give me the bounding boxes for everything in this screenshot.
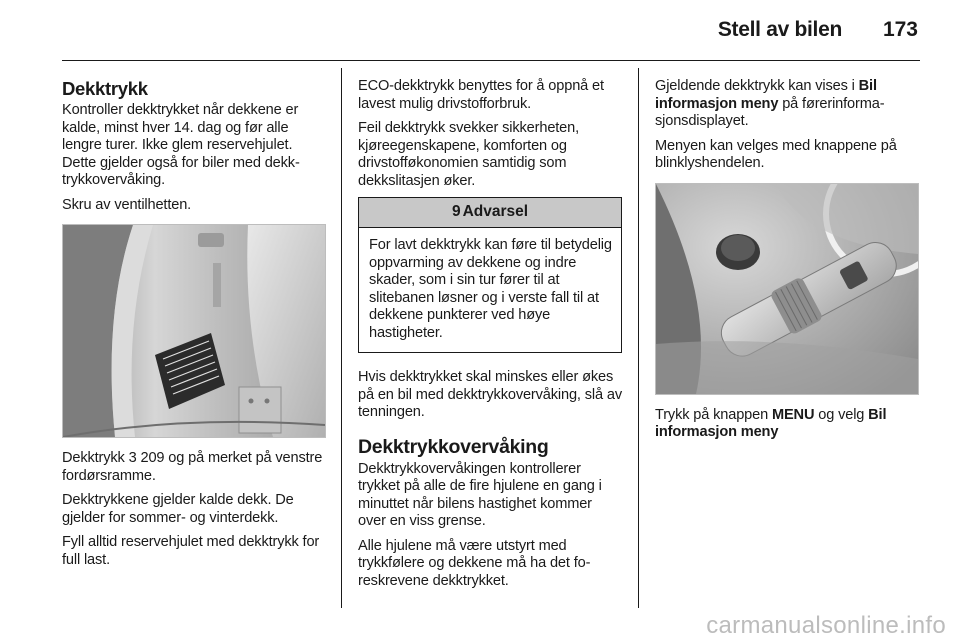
section-heading-dekktrykkovervaking: Dekktrykkovervåking xyxy=(358,435,549,458)
page-number: 173 xyxy=(882,18,918,41)
warning-box xyxy=(358,197,622,353)
warning-title: Advarsel xyxy=(462,203,529,220)
warning-triangle-icon: 9 xyxy=(451,203,461,220)
section-heading-dekktrykk: Dekktrykk xyxy=(62,78,148,99)
menu-button-label: MENU xyxy=(771,406,815,423)
paragraph: Alle hjulene må være utstyrt med trykkfølere og dekkene må ha det foreskrevene dekktrykket. xyxy=(358,537,591,589)
paragraph: Dekktrykkene gjelder kalde dekk. De gjelder for sommer- og vinterdekk. xyxy=(62,492,294,526)
column-1 xyxy=(62,70,326,576)
turn-signal-lever-photo xyxy=(655,183,919,395)
column-divider-2 xyxy=(638,68,639,608)
paragraph: ECO-dekktrykk benyttes for å oppnå et lavest mulig drivstofforbruk. xyxy=(358,78,604,112)
paragraph: Dekktrykk 3 209 og på merket på venstre fordørsramme. xyxy=(62,450,323,484)
running-header-title: Stell av bilen xyxy=(717,18,842,41)
paragraph: Hvis dekktrykket skal minskes eller økes på en bil med dekktrykkovervåking, slå av tenningen. xyxy=(358,369,622,420)
column-2 xyxy=(358,78,622,597)
paragraph: Feil dekktrykk svekker sikkerheten, kjøreegenskapene, komforten og drivstofføkonomien samtidig som dekkslitasjen øker. xyxy=(358,120,580,189)
watermark: carmanualsonline.info xyxy=(706,612,946,639)
door-frame-tire-label-photo xyxy=(62,224,326,438)
column-3 xyxy=(655,78,919,449)
paragraph: Dekktrykkovervåkingen kontrollerer trykket på alle de fire hjulene en gang i minuttet når bilens hastighet kommer over en viss grense. xyxy=(358,460,602,529)
column-divider-1 xyxy=(341,68,342,608)
paragraph: Gjeldende dekktrykk kan vises i Bil informasjon meny på førerinformasjonsdisplayet. xyxy=(655,78,885,129)
warning-header xyxy=(359,198,621,228)
paragraph: Trykk på knappen MENU og velg Bil informasjon meny xyxy=(655,406,887,440)
paragraph: Kontroller dekktrykket når dekkene er kalde, minst hver 14. dag og før alle lengre turer. Ikke glem reservehjulet. Dette gjelder også for biler med dekktrykkovervåking. xyxy=(62,102,300,188)
paragraph: Fyll alltid reservehjulet med dekktrykk for full last. xyxy=(62,534,320,568)
cross-reference-arrow-icon[interactable]: 3 xyxy=(128,450,137,466)
warning-text: For lavt dekktrykk kan føre til betydelig oppvarming av dekkene og indre skader, som i sin tur fører til at slitebanen løsner og i verste fall til at dekkene punkterer ved høye hastigheter. xyxy=(369,237,612,341)
paragraph: Menyen kan velges med knappene på blinklyshendelen. xyxy=(655,137,897,171)
paragraph: Skru av ventilhetten. xyxy=(62,196,192,213)
header-divider xyxy=(62,60,920,61)
